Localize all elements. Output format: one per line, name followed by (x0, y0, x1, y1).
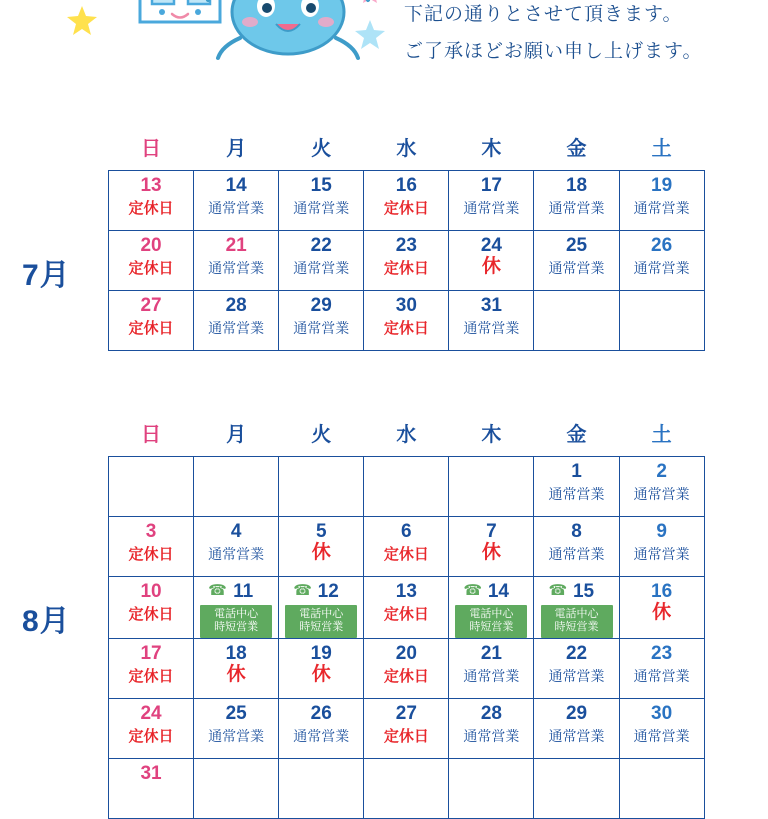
weekday-header-4: 木 (481, 423, 502, 446)
day-status-label: 定休日 (383, 260, 429, 277)
day-number: 27 (395, 703, 417, 724)
calendar-day-cell (534, 517, 619, 577)
day-status-label: 定休日 (128, 260, 174, 277)
day-number: 20 (140, 235, 162, 256)
calendar-cell-empty (364, 759, 449, 819)
day-number: 2 (656, 461, 667, 482)
calendar-day-cell (194, 517, 279, 577)
calendar-day-cell (279, 171, 364, 231)
mascot-illustration (40, 0, 400, 100)
day-status-label: 休 (311, 664, 331, 685)
day-status-label: 休 (481, 542, 501, 563)
calendar-day-cell (364, 639, 449, 699)
calendar-week-row (109, 517, 705, 577)
day-number: 9 (656, 521, 667, 542)
day-status-label: 通常営業 (208, 320, 265, 336)
calendar-august (108, 408, 705, 819)
day-status-label: 休 (311, 542, 331, 563)
calendar-day-cell (449, 231, 534, 291)
day-status-label: 定休日 (383, 546, 429, 563)
calendar-body-august (109, 457, 705, 819)
weekday-header-5: 金 (566, 423, 587, 446)
day-status-label: 通常営業 (293, 320, 350, 336)
calendar-cell-empty (279, 759, 364, 819)
day-status-label: 通常営業 (463, 320, 520, 336)
calendar-cell-empty (194, 457, 279, 517)
day-number: 21 (225, 235, 247, 256)
day-status-label: 通常営業 (548, 546, 605, 562)
calendar-day-cell (449, 577, 534, 639)
calendar-day-cell (194, 577, 279, 639)
calendar-day-cell (449, 699, 534, 759)
day-number: 12 (317, 581, 339, 602)
tel-badge-line-2: 時短営業 (214, 621, 259, 633)
day-status-label: 休 (652, 602, 672, 623)
phone-icon: ☎ (548, 582, 568, 599)
calendar-day-cell (109, 759, 194, 819)
day-status-label: 定休日 (383, 668, 429, 685)
notice-text (404, 0, 764, 70)
calendar-week-row (109, 291, 705, 351)
day-number: 26 (651, 235, 673, 256)
calendar-day-cell (619, 171, 704, 231)
calendar-day-cell (534, 231, 619, 291)
day-number: 25 (565, 235, 588, 256)
day-status-label: 定休日 (383, 728, 429, 745)
day-status-label: 通常営業 (633, 668, 690, 684)
day-number: 13 (395, 581, 417, 602)
calendar-day-cell (619, 457, 704, 517)
day-number: 27 (140, 295, 162, 316)
day-number: 22 (565, 643, 588, 664)
day-number: 15 (572, 581, 595, 602)
day-status-label: 通常営業 (633, 728, 690, 744)
day-number: 24 (140, 703, 162, 724)
tel-badge-line-1: 電話中心 (469, 608, 514, 620)
weekday-header-3: 水 (396, 137, 417, 160)
weekday-header-row (109, 408, 705, 457)
calendar-cell-empty (534, 291, 619, 351)
weekday-header-1: 月 (226, 423, 247, 446)
day-number: 24 (480, 235, 502, 256)
tel-short-hours-badge (285, 605, 357, 638)
calendar-day-cell (364, 577, 449, 639)
calendar-cell-empty (109, 457, 194, 517)
phone-icon: ☎ (463, 582, 483, 599)
calendar-week-row (109, 457, 705, 517)
calendar-day-cell (279, 517, 364, 577)
calendar-cell-empty (449, 759, 534, 819)
day-status-label: 通常営業 (293, 260, 350, 276)
phone-icon: ☎ (208, 582, 227, 599)
weekday-header-6: 土 (651, 423, 672, 446)
calendar-day-cell (109, 231, 194, 291)
day-number: 31 (140, 763, 162, 784)
day-status-label: 定休日 (128, 728, 174, 745)
day-status-label: 定休日 (128, 606, 174, 623)
calendar-week-row (109, 171, 705, 231)
calendar-day-cell (194, 639, 279, 699)
day-number: 18 (225, 643, 247, 664)
weekday-header-5: 金 (566, 137, 587, 160)
calendar-cell-empty (279, 457, 364, 517)
calendar-day-cell (534, 457, 619, 517)
day-status-label: 通常営業 (463, 668, 520, 684)
day-number: 14 (225, 175, 247, 196)
day-number: 22 (310, 235, 332, 256)
weekday-header-row (109, 122, 705, 171)
calendar-day-cell (534, 639, 619, 699)
weekday-header-2: 火 (311, 423, 332, 446)
calendar-week-row (109, 231, 705, 291)
day-number: 5 (315, 521, 327, 542)
day-number: 29 (565, 703, 588, 724)
day-status-label: 定休日 (383, 606, 429, 623)
day-number: 16 (395, 175, 417, 196)
day-status-label: 通常営業 (208, 200, 265, 216)
calendar-day-cell (364, 517, 449, 577)
calendar-day-cell (449, 639, 534, 699)
day-number: 15 (310, 175, 332, 196)
day-number: 1 (571, 461, 582, 482)
calendar-cell-empty (194, 759, 279, 819)
calendar-day-cell (279, 231, 364, 291)
notice-line-2: ご了承ほどお願い申し上げます。 (404, 41, 703, 62)
calendar-day-cell (194, 291, 279, 351)
day-status-label: 休 (226, 664, 246, 685)
day-status-label: 通常営業 (293, 200, 350, 216)
day-status-label: 通常営業 (548, 486, 605, 502)
calendar-day-cell (109, 517, 194, 577)
tel-short-hours-badge (541, 605, 613, 638)
day-number: 8 (571, 521, 582, 542)
calendar-day-cell (364, 231, 449, 291)
calendar-day-cell (619, 699, 704, 759)
month-label-august: 8月 (22, 605, 71, 638)
day-number: 23 (395, 235, 417, 256)
tel-badge-line-1: 電話中心 (554, 608, 599, 620)
month-label-july: 7月 (22, 259, 71, 292)
calendar-week-row (109, 577, 705, 639)
day-number: 28 (225, 295, 247, 316)
calendar-day-cell (619, 231, 704, 291)
calendar-week-row (109, 639, 705, 699)
tel-badge-line-2: 時短営業 (469, 621, 514, 633)
calendar-cell-empty (534, 759, 619, 819)
calendar-day-cell (619, 639, 704, 699)
day-status-label: 定休日 (383, 200, 429, 217)
day-number: 19 (310, 643, 332, 664)
day-status-label: 通常営業 (463, 728, 520, 744)
tel-badge-line-1: 電話中心 (299, 608, 344, 620)
day-number: 11 (233, 581, 254, 602)
day-status-label: 休 (481, 256, 501, 277)
calendar-day-cell (194, 171, 279, 231)
day-number: 21 (480, 643, 502, 664)
calendar-day-cell (449, 291, 534, 351)
weekday-header-6: 土 (651, 137, 672, 160)
calendar-day-cell (364, 171, 449, 231)
day-number: 30 (651, 703, 673, 724)
day-number: 10 (140, 581, 162, 602)
day-status-label: 通常営業 (208, 728, 265, 744)
calendar-day-cell (279, 577, 364, 639)
day-status-label: 通常営業 (293, 728, 350, 744)
day-number: 7 (486, 521, 497, 542)
day-number: 3 (145, 521, 157, 542)
tel-badge-line-2: 時短営業 (299, 621, 344, 633)
day-status-label: 定休日 (128, 200, 174, 217)
day-number: 29 (310, 295, 332, 316)
calendar-day-cell (534, 699, 619, 759)
weekday-header-0: 日 (141, 423, 162, 446)
day-number: 25 (225, 703, 247, 724)
day-number: 16 (651, 581, 673, 602)
calendar-day-cell (109, 699, 194, 759)
day-status-label: 通常営業 (548, 728, 605, 744)
phone-icon: ☎ (293, 582, 312, 599)
day-number: 14 (487, 581, 509, 602)
day-status-label: 定休日 (128, 320, 174, 337)
day-number: 30 (395, 295, 417, 316)
day-number: 13 (140, 175, 162, 196)
tel-short-hours-badge (455, 605, 527, 638)
calendar-day-cell (109, 171, 194, 231)
day-status-label: 定休日 (128, 546, 174, 563)
day-number: 19 (651, 175, 673, 196)
calendar-cell-empty (364, 457, 449, 517)
day-status-label: 定休日 (128, 668, 174, 685)
day-number: 31 (480, 295, 502, 316)
day-status-label: 通常営業 (548, 200, 605, 216)
calendar-day-cell (449, 171, 534, 231)
calendar-day-cell (279, 639, 364, 699)
day-status-label: 定休日 (383, 320, 429, 337)
calendar-day-cell (194, 231, 279, 291)
calendar-body-july (109, 171, 705, 351)
day-status-label: 通常営業 (548, 668, 605, 684)
day-status-label: 通常営業 (463, 200, 520, 216)
calendar-cell-empty (449, 457, 534, 517)
day-status-label: 通常営業 (633, 486, 690, 502)
calendar-week-row (109, 759, 705, 819)
weekday-header-2: 火 (311, 137, 332, 160)
calendar-day-cell (109, 577, 194, 639)
weekday-header-0: 日 (141, 137, 162, 160)
calendar-day-cell (109, 291, 194, 351)
day-status-label: 通常営業 (548, 260, 605, 276)
calendar-day-cell (279, 699, 364, 759)
day-number: 26 (310, 703, 332, 724)
day-status-label: 通常営業 (633, 546, 690, 562)
weekday-header-1: 月 (226, 137, 247, 160)
calendar-cell-empty (619, 759, 704, 819)
day-status-label: 通常営業 (633, 200, 690, 216)
weekday-header-4: 木 (481, 137, 502, 160)
calendar-day-cell (364, 291, 449, 351)
day-number: 17 (480, 175, 502, 196)
day-status-label: 通常営業 (208, 260, 265, 276)
calendar-day-cell (194, 699, 279, 759)
calendar-day-cell (109, 639, 194, 699)
calendar-day-cell (279, 291, 364, 351)
day-status-label: 通常営業 (208, 546, 265, 562)
tel-badge-line-2: 時短営業 (554, 621, 599, 633)
calendar-cell-empty (619, 291, 704, 351)
weekday-header-3: 水 (396, 423, 417, 446)
tel-short-hours-badge (200, 605, 272, 638)
day-number: 6 (401, 521, 412, 542)
day-number: 17 (140, 643, 162, 664)
day-number: 23 (651, 643, 673, 664)
day-number: 18 (565, 175, 588, 196)
calendar-day-cell (364, 699, 449, 759)
day-status-label: 通常営業 (633, 260, 690, 276)
calendar-day-cell (449, 517, 534, 577)
calendar-july (108, 122, 705, 351)
calendar-day-cell (619, 517, 704, 577)
tel-badge-line-1: 電話中心 (214, 608, 259, 620)
calendar-day-cell (534, 171, 619, 231)
day-number: 4 (230, 521, 242, 542)
calendar-day-cell (619, 577, 704, 639)
notice-line-1: 下記の通りとさせて頂きます。 (404, 4, 683, 25)
day-number: 28 (480, 703, 502, 724)
day-number: 20 (395, 643, 417, 664)
calendar-week-row (109, 699, 705, 759)
calendar-day-cell (534, 577, 619, 639)
